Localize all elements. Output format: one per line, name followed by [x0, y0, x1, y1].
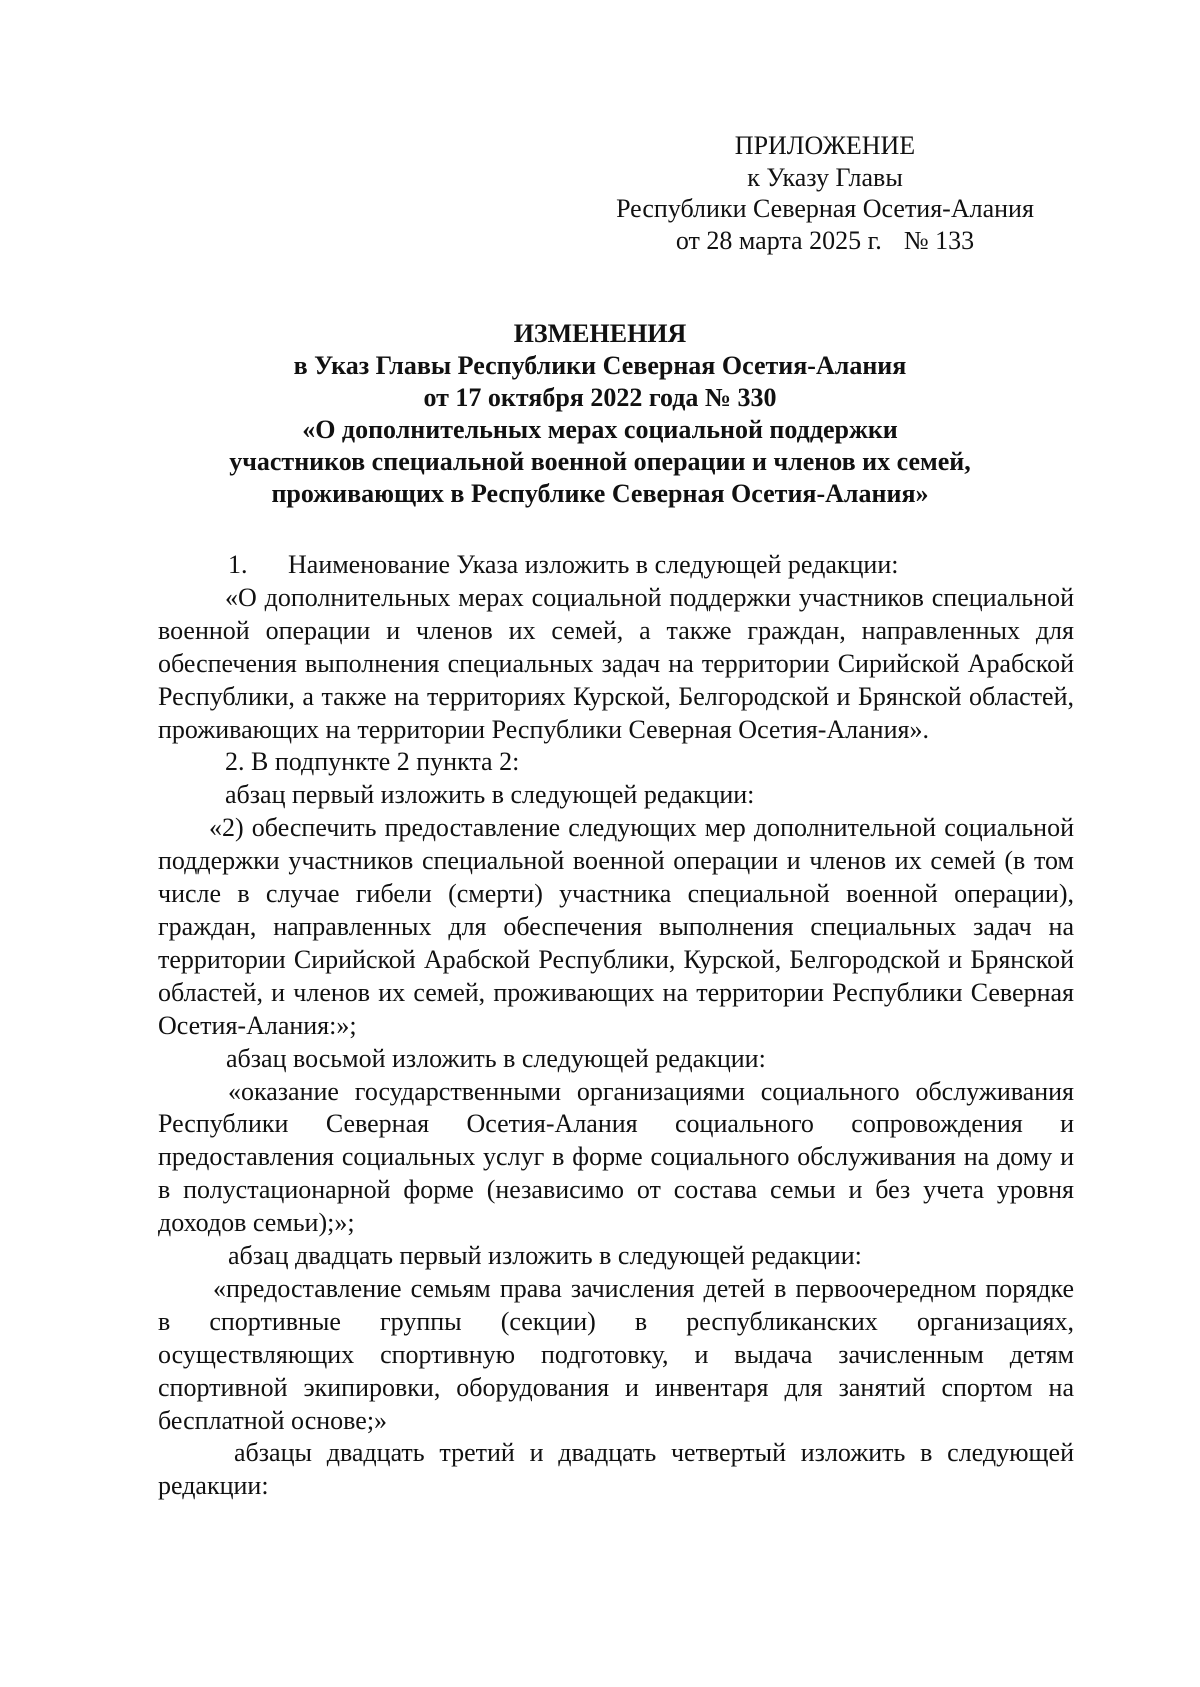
paragraph-new-title: «О дополнительных мерах социальной поддержки участников специальной военной операции и членов их семей, а также граждан, направленных для обеспечения выполнения специальных задач на территории Сирийской Арабской Республики, а также на территориях Курской, Белгородской и Брянской областей, проживающих на территории Республики Северная Осетия-Алания».	[158, 582, 1074, 744]
paragraph-quote-21: «предоставление семьям права зачисления детей в первоочередном порядке в спортивные группы (секции) в республиканских организациях, осуществляющих спортивную подготовку, и выдача зачисленным детям спортивной экипировки, оборудования и инвентаря для занятий спортом на бесплатной основе;»	[158, 1273, 1074, 1435]
document-title	[160, 318, 1040, 510]
appendix-header	[600, 130, 1050, 256]
item-2: 2. В подпункте 2 пункта 2:	[225, 747, 520, 777]
title-line-1: ИЗМЕНЕНИЯ	[513, 319, 687, 348]
paragraph-abzac-1: абзац первый изложить в следующей редакции:	[225, 780, 755, 810]
paragraph-abzac-8: абзац восьмой изложить в следующей редакции:	[226, 1043, 766, 1073]
appendix-date-line	[600, 225, 1050, 257]
paragraph-abzac-23-24: абзацы двадцать третий и двадцать четвертый изложить в следующей редакции:	[158, 1438, 1074, 1501]
appendix-line-republic: Республики Северная Осетия-Алания	[616, 194, 1034, 223]
title-line-5: участников специальной военной операции и членов их семей,	[229, 447, 971, 476]
title-line-3: от 17 октября 2022 года № 330	[423, 383, 777, 412]
appendix-line-decree: к Указу Главы	[747, 162, 903, 192]
appendix-date: от 28 марта 2025 г.	[675, 225, 882, 255]
document-body	[158, 549, 1074, 1503]
title-line-4: «О дополнительных мерах социальной поддержки	[302, 415, 898, 444]
paragraph-quote-2: «2) обеспечить предоставление следующих мер дополнительной социальной поддержки участников специальной военной операции и членов их семей (в том числе в случае гибели (смерти) участника специальной военной операции), граждан, направленных для обеспечения выполнения специальных задач на территории Сирийской Арабской Республики, Курской, Белгородской и Брянской областей, и членов их семей, проживающих на территории Республики Северная Осетия-Алания:»;	[158, 813, 1074, 1040]
title-line-6: проживающих в Республике Северная Осетия-Алания»	[271, 479, 929, 508]
appendix-number: № 133	[903, 225, 975, 255]
title-line-2: в Указ Главы Республики Северная Осетия-Алания	[293, 351, 907, 380]
paragraph-quote-8: «оказание государственными организациями социального обслуживания Республики Северная Осетия-Алания социального сопровождения и предоставления социальных услуг в форме социального обслуживания на дому и в полустационарной форме (независимо от состава семьи и без учета уровня доходов семьи);»;	[158, 1076, 1074, 1238]
item-1-text: Наименование Указа изложить в следующей редакции:	[288, 550, 899, 579]
item-1	[228, 549, 1074, 582]
item-1-marker: 1.	[228, 550, 248, 579]
appendix-heading: ПРИЛОЖЕНИЕ	[734, 131, 916, 160]
paragraph-abzac-21: абзац двадцать первый изложить в следующей редакции:	[228, 1241, 862, 1271]
